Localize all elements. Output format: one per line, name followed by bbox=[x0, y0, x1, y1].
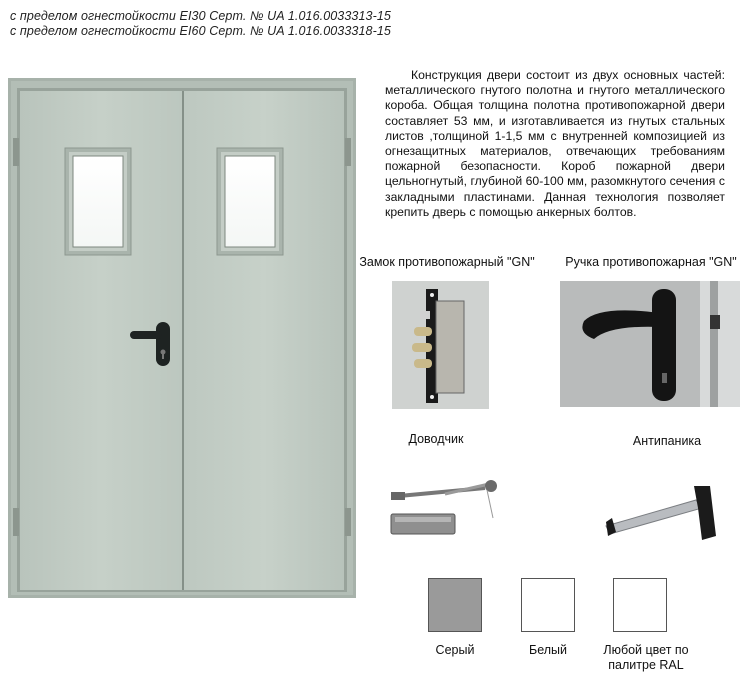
color-label-ral: Любой цвет по палитре RAL bbox=[603, 643, 689, 672]
handle-label: Ручка противопожарная "GN" bbox=[565, 255, 737, 269]
color-swatch-ral bbox=[613, 578, 667, 632]
hinge bbox=[13, 508, 19, 536]
door-handle-image bbox=[560, 281, 740, 407]
lock-mechanism-image bbox=[392, 281, 489, 409]
hinge bbox=[13, 138, 19, 166]
double-door-image bbox=[8, 78, 356, 598]
certificate-line-ei30: с пределом огнестойкости ЕІ30 Серт. № UA 1.016.0033313-15 bbox=[10, 9, 391, 23]
door-illustration bbox=[8, 78, 356, 598]
certificate-line-ei60: с пределом огнестойкости ЕІ60 Серт. № UA 1.016.0033318-15 bbox=[10, 24, 391, 38]
panic-bar-image bbox=[598, 478, 720, 544]
construction-description: Конструкция двери состоит из двух основных частей: металлического гнутого полотна и гнутого металлического короба. Общая толщина полотна противопожарной двери составляет 53 мм, и изготавливается из гнутых стальных листов ,толщиной 1-1,5 мм с внутренней композицией из огнезащитных материалов, отвечающих требованиям пожарной безопасности. Короб пожарной двери цельногнутый, глубиной 60-100 мм, разомкнутого сечения с закладными пластинами. Данная технология позволяет крепить дверь с помощью анкерных болтов. bbox=[385, 68, 725, 219]
color-label-white: Белый bbox=[528, 643, 567, 657]
color-swatch-gray bbox=[428, 578, 482, 632]
panic-label: Антипаника bbox=[632, 434, 702, 448]
closer-label: Доводчик bbox=[408, 432, 464, 446]
hinge bbox=[345, 138, 351, 166]
color-swatch-white bbox=[521, 578, 575, 632]
door-closer-image bbox=[385, 474, 505, 542]
hinge bbox=[345, 508, 351, 536]
color-label-gray: Серый bbox=[435, 643, 475, 657]
lock-label: Замок противопожарный "GN" bbox=[359, 255, 535, 269]
